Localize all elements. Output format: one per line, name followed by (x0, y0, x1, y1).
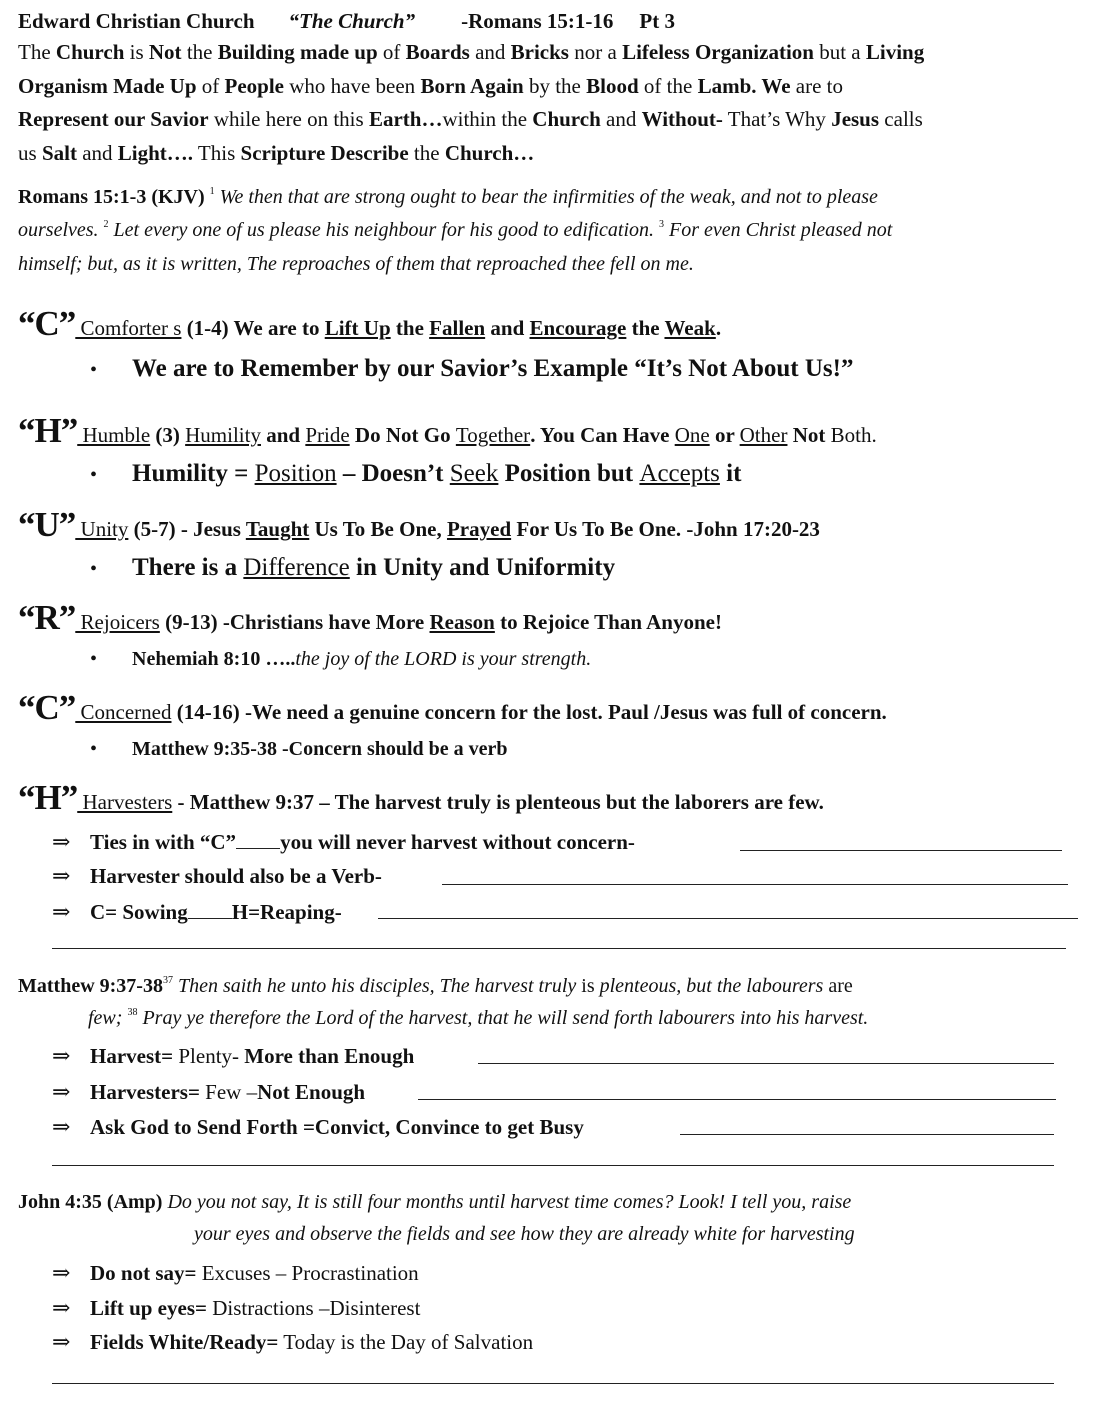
acrostic-letter: “U” (18, 505, 76, 544)
text-run: within the (442, 107, 533, 131)
text-run: That’s Why (722, 107, 832, 131)
underlined-keyword: Unity (75, 517, 129, 541)
bullet-icon: • (90, 738, 98, 760)
acrostic-letter: “H” (18, 411, 78, 450)
bullet-icon: • (90, 359, 98, 381)
bullet-text (132, 460, 741, 487)
fill-in-blank[interactable] (478, 1063, 1054, 1064)
part-number: Pt 3 (639, 9, 675, 33)
text-run: There is a (132, 554, 244, 581)
underlined-keyword: Taught (245, 517, 310, 541)
fill-in-blank[interactable] (418, 1099, 1056, 1100)
acrostic-text (77, 790, 824, 814)
underlined-keyword: Seek (449, 460, 499, 487)
underlined-keyword: Pride (305, 423, 350, 447)
text-run: is (581, 975, 595, 997)
text-run: This (193, 141, 241, 165)
text-run: but a (813, 40, 866, 64)
text-run: or (709, 423, 740, 447)
text-run: and (485, 316, 530, 340)
arrow-icon: ⇒ (52, 1043, 71, 1068)
text-run: Church (532, 107, 601, 131)
acrostic-letter: “H” (18, 778, 78, 817)
point-text (90, 830, 635, 854)
matthew-point (52, 1081, 365, 1103)
text-run: while here on this (208, 107, 369, 131)
text-run: of (196, 74, 225, 98)
matthew-point (52, 1045, 414, 1067)
underlined-keyword: Lift Up (324, 316, 391, 340)
acrostic-text (75, 610, 722, 634)
text-run: Lifeless Organization (622, 40, 814, 64)
fill-in-blank[interactable] (442, 884, 1068, 885)
underlined-keyword: Harvesters (77, 790, 173, 814)
underlined-keyword: Fallen (429, 316, 486, 340)
arrow-icon: ⇒ (52, 829, 71, 854)
point-text (90, 1115, 584, 1139)
text-run: Scripture Describe (240, 141, 409, 165)
text-run: . (715, 316, 722, 340)
text-run: More than Enough (244, 1044, 415, 1068)
acrostic-letter: “C” (18, 304, 76, 343)
text-run: (9-13) -Christians have More (159, 610, 430, 634)
acrostic-letter: “R” (18, 598, 76, 637)
acrostic-line-h-humble (18, 413, 877, 448)
text-run: Matthew 9:37-38 (18, 975, 163, 997)
text-run: John 4:35 (Amp) (18, 1191, 168, 1213)
underlined-keyword: Position (254, 460, 337, 487)
harvester-point (52, 830, 635, 853)
text-run: himself; but, as it is written, The reproaches of them that reproached thee fell on me. (18, 253, 694, 275)
inline-blank[interactable] (236, 830, 280, 849)
underlined-keyword: Humble (77, 423, 151, 447)
text-run: Do Not Go (349, 423, 456, 447)
matthew-point (52, 1116, 584, 1138)
document-header (18, 11, 675, 32)
text-run: Harvester should also be a Verb- (90, 864, 382, 888)
arrow-icon: ⇒ (52, 1079, 71, 1104)
underlined-keyword: Prayed (446, 517, 512, 541)
text-run: (14-16) -We need a genuine concern for the lost. Paul /Jesus was full of concern. (171, 700, 887, 724)
intro-line (18, 143, 534, 164)
matthew-verse-line (88, 1008, 868, 1028)
text-run: Both. (830, 423, 877, 447)
text-run: who have been (283, 74, 421, 98)
text-run: – Doesn’t (336, 460, 450, 487)
text-run: H=Reaping- (231, 900, 342, 924)
text-run: Do not say= (90, 1261, 197, 1285)
text-run: your eyes and observe the fields and see how they are already white for harvesting (194, 1223, 855, 1245)
text-run: Lamb. We (697, 74, 791, 98)
text-run: Earth… (368, 107, 443, 131)
text-run: in Unity and Uniformity (349, 554, 616, 581)
text-run: For Us To Be One. -John 17:20-23 (511, 517, 820, 541)
fill-in-blank[interactable] (680, 1134, 1054, 1135)
arrow-icon: ⇒ (52, 863, 71, 888)
text-run: (3) (150, 423, 186, 447)
intro-line (18, 76, 843, 97)
text-run: ourselves. (18, 219, 104, 241)
text-run: . You Can Have (530, 423, 675, 447)
fill-in-blank[interactable] (52, 1165, 1054, 1166)
fill-in-blank[interactable] (740, 850, 1062, 851)
text-run: the joy of the LORD is your strength. (295, 648, 592, 670)
text-run: Humility = (132, 460, 255, 487)
point-text (90, 900, 342, 924)
text-run: C= Sowing (90, 900, 188, 924)
text-run: plenteous, but the labourers (594, 975, 829, 997)
text-run: Not (787, 423, 831, 447)
arrow-icon: ⇒ (52, 1295, 71, 1320)
inline-blank[interactable] (188, 900, 232, 919)
text-run: Harvest= (90, 1044, 174, 1068)
text-run: are (828, 975, 853, 997)
verse-number: 1 (209, 186, 215, 197)
text-run: (1-4) We are to (181, 316, 325, 340)
fill-in-blank[interactable] (378, 918, 1078, 919)
text-run: Romans 15:1-3 (KJV) (18, 186, 210, 208)
arrow-icon: ⇒ (52, 1329, 71, 1354)
underlined-keyword: Reason (429, 610, 495, 634)
acrostic-line-c-comforters (18, 306, 721, 341)
acrostic-bullet (90, 555, 615, 580)
text-run: The (18, 40, 56, 64)
text-run: Position but (498, 460, 640, 487)
bullet-text (132, 554, 615, 581)
acrostic-letter: “C” (18, 688, 76, 727)
text-run: you will never harvest without concern- (280, 830, 635, 854)
text-run: - Matthew 9:37 – The harvest truly is plenteous but the laborers are few. (172, 790, 824, 814)
intro-line (18, 109, 923, 130)
fill-in-blank[interactable] (52, 948, 1066, 949)
text-run: Matthew 9:35-38 -Concern should be a verb (132, 738, 508, 760)
text-run: Pray ye therefore the Lord of the harvest, that he will send forth labourers into his harvest. (137, 1007, 869, 1029)
underlined-keyword: Concerned (75, 700, 172, 724)
text-run: by the (523, 74, 587, 98)
text-run: Building made up (217, 40, 378, 64)
john-point (52, 1297, 420, 1319)
text-run: Plenty- (173, 1044, 245, 1068)
acrostic-line-r-rejoicers (18, 600, 722, 635)
acrostic-bullet (90, 739, 508, 759)
text-run: the (181, 40, 218, 64)
church-name: Edward Christian Church (18, 9, 255, 33)
underlined-keyword: Weak (664, 316, 716, 340)
point-text (90, 1330, 533, 1354)
acrostic-text (75, 316, 721, 340)
text-run: Then saith he unto his disciples, The harvest truly (172, 975, 582, 997)
arrow-icon: ⇒ (52, 899, 71, 924)
text-run: and (469, 40, 511, 64)
text-run: calls (879, 107, 923, 131)
text-run: it (719, 460, 742, 487)
matthew-verse-line (18, 976, 853, 996)
acrostic-bullet (90, 356, 853, 381)
text-run: and (260, 423, 306, 447)
harvester-point (52, 900, 342, 923)
text-run: and (76, 141, 118, 165)
john-point (52, 1262, 419, 1284)
text-run: Not (148, 40, 182, 64)
acrostic-text (77, 423, 877, 447)
text-run: are to (790, 74, 844, 98)
text-run: Bricks (510, 40, 569, 64)
underlined-keyword: Humility (185, 423, 261, 447)
text-run: Excuses – Procrastination (196, 1261, 419, 1285)
text-run: Us To Be One, (309, 517, 447, 541)
verse-number: 37 (162, 975, 173, 986)
point-text (90, 1261, 419, 1285)
underlined-keyword: Encourage (529, 316, 627, 340)
text-run: Do you not say, It is still four months until harvest time comes? Look! I tell you, raise (167, 1191, 852, 1213)
romans-verse-line (18, 187, 878, 207)
verse-number: 38 (127, 1007, 138, 1018)
bullet-icon: • (90, 558, 98, 580)
text-run: Fields White/Ready= (90, 1330, 279, 1354)
bullet-text (132, 648, 591, 670)
text-run: nor a (568, 40, 623, 64)
text-run: Boards (405, 40, 470, 64)
text-run: Today is the Day of Salvation (278, 1330, 534, 1354)
text-run: Nehemiah 8:10 ….. (132, 648, 296, 670)
text-run: Distractions –Disinterest (206, 1296, 421, 1320)
underlined-keyword: Together (455, 423, 531, 447)
point-text (90, 864, 382, 888)
text-run: Born Again (420, 74, 524, 98)
underlined-keyword: Accepts (639, 460, 720, 487)
verse-number: 3 (659, 219, 665, 230)
text-run: People (224, 74, 284, 98)
text-run: Few – (199, 1080, 258, 1104)
underlined-keyword: One (674, 423, 710, 447)
acrostic-text (75, 700, 887, 724)
romans-verse-line (18, 220, 892, 240)
acrostic-line-u-unity (18, 507, 820, 542)
text-run: Church (55, 40, 125, 64)
arrow-icon: ⇒ (52, 1114, 71, 1139)
text-run: to Rejoice Than Anyone! (494, 610, 722, 634)
point-text (90, 1044, 414, 1068)
text-run: Church… (444, 141, 535, 165)
fill-in-blank[interactable] (52, 1383, 1054, 1384)
text-run: Represent our Savior (18, 107, 209, 131)
verse-number: 2 (103, 219, 109, 230)
text-run: Ties in with “C” (90, 830, 237, 854)
text-run: the (408, 141, 445, 165)
text-run: Light…. (117, 141, 194, 165)
text-run: Let every one of us please his neighbour for his good to edification. (108, 219, 660, 241)
john-point (52, 1331, 533, 1353)
text-run: Lift up eyes= (90, 1296, 207, 1320)
text-run: Blood (586, 74, 639, 98)
john-verse-line (18, 1192, 851, 1212)
text-run: Ask God to Send Forth =Convict, Convince to get Busy (90, 1115, 584, 1139)
text-run: is (124, 40, 149, 64)
text-run: few; (88, 1007, 128, 1029)
text-run: us (18, 141, 42, 165)
romans-verse-line (18, 254, 694, 274)
text-run: of the (638, 74, 698, 98)
text-run: and (600, 107, 642, 131)
underlined-keyword: Rejoicers (75, 610, 160, 634)
text-run: Without- (641, 107, 723, 131)
acrostic-text (75, 517, 820, 541)
sermon-title: “The Church” (288, 9, 416, 33)
text-run: Salt (41, 141, 77, 165)
acrostic-line-h-harvesters (18, 780, 824, 815)
acrostic-bullet (90, 649, 591, 669)
text-run: the (626, 316, 665, 340)
text-run: the (390, 316, 430, 340)
underlined-keyword: Other (739, 423, 788, 447)
point-text (90, 1080, 365, 1104)
text-run: Organism Made Up (18, 74, 197, 98)
arrow-icon: ⇒ (52, 1260, 71, 1285)
harvester-point (52, 865, 382, 887)
bullet-text (132, 738, 508, 760)
underlined-keyword: Comforter s (75, 316, 182, 340)
point-text (90, 1296, 420, 1320)
acrostic-line-c-concerned (18, 690, 887, 725)
acrostic-bullet (90, 461, 741, 486)
scripture-reference: -Romans 15:1-16 (461, 9, 614, 33)
bullet-icon: • (90, 464, 98, 486)
text-run: of (377, 40, 406, 64)
text-run: Harvesters= (90, 1080, 200, 1104)
bullet-icon: • (90, 648, 98, 670)
text-run: We are to Remember by our Savior’s Example “It’s Not About Us!” (132, 355, 854, 382)
underlined-keyword: Difference (243, 554, 350, 581)
text-run: Not Enough (257, 1080, 366, 1104)
bullet-text (132, 355, 853, 382)
text-run: We then that are strong ought to bear the infirmities of the weak, and not to please (214, 186, 878, 208)
text-run: For even Christ pleased not (664, 219, 893, 241)
text-run: Living (865, 40, 925, 64)
john-verse-line (194, 1224, 855, 1244)
text-run: (5-7) - Jesus (128, 517, 246, 541)
text-run: Jesus (831, 107, 880, 131)
intro-line (18, 42, 924, 63)
